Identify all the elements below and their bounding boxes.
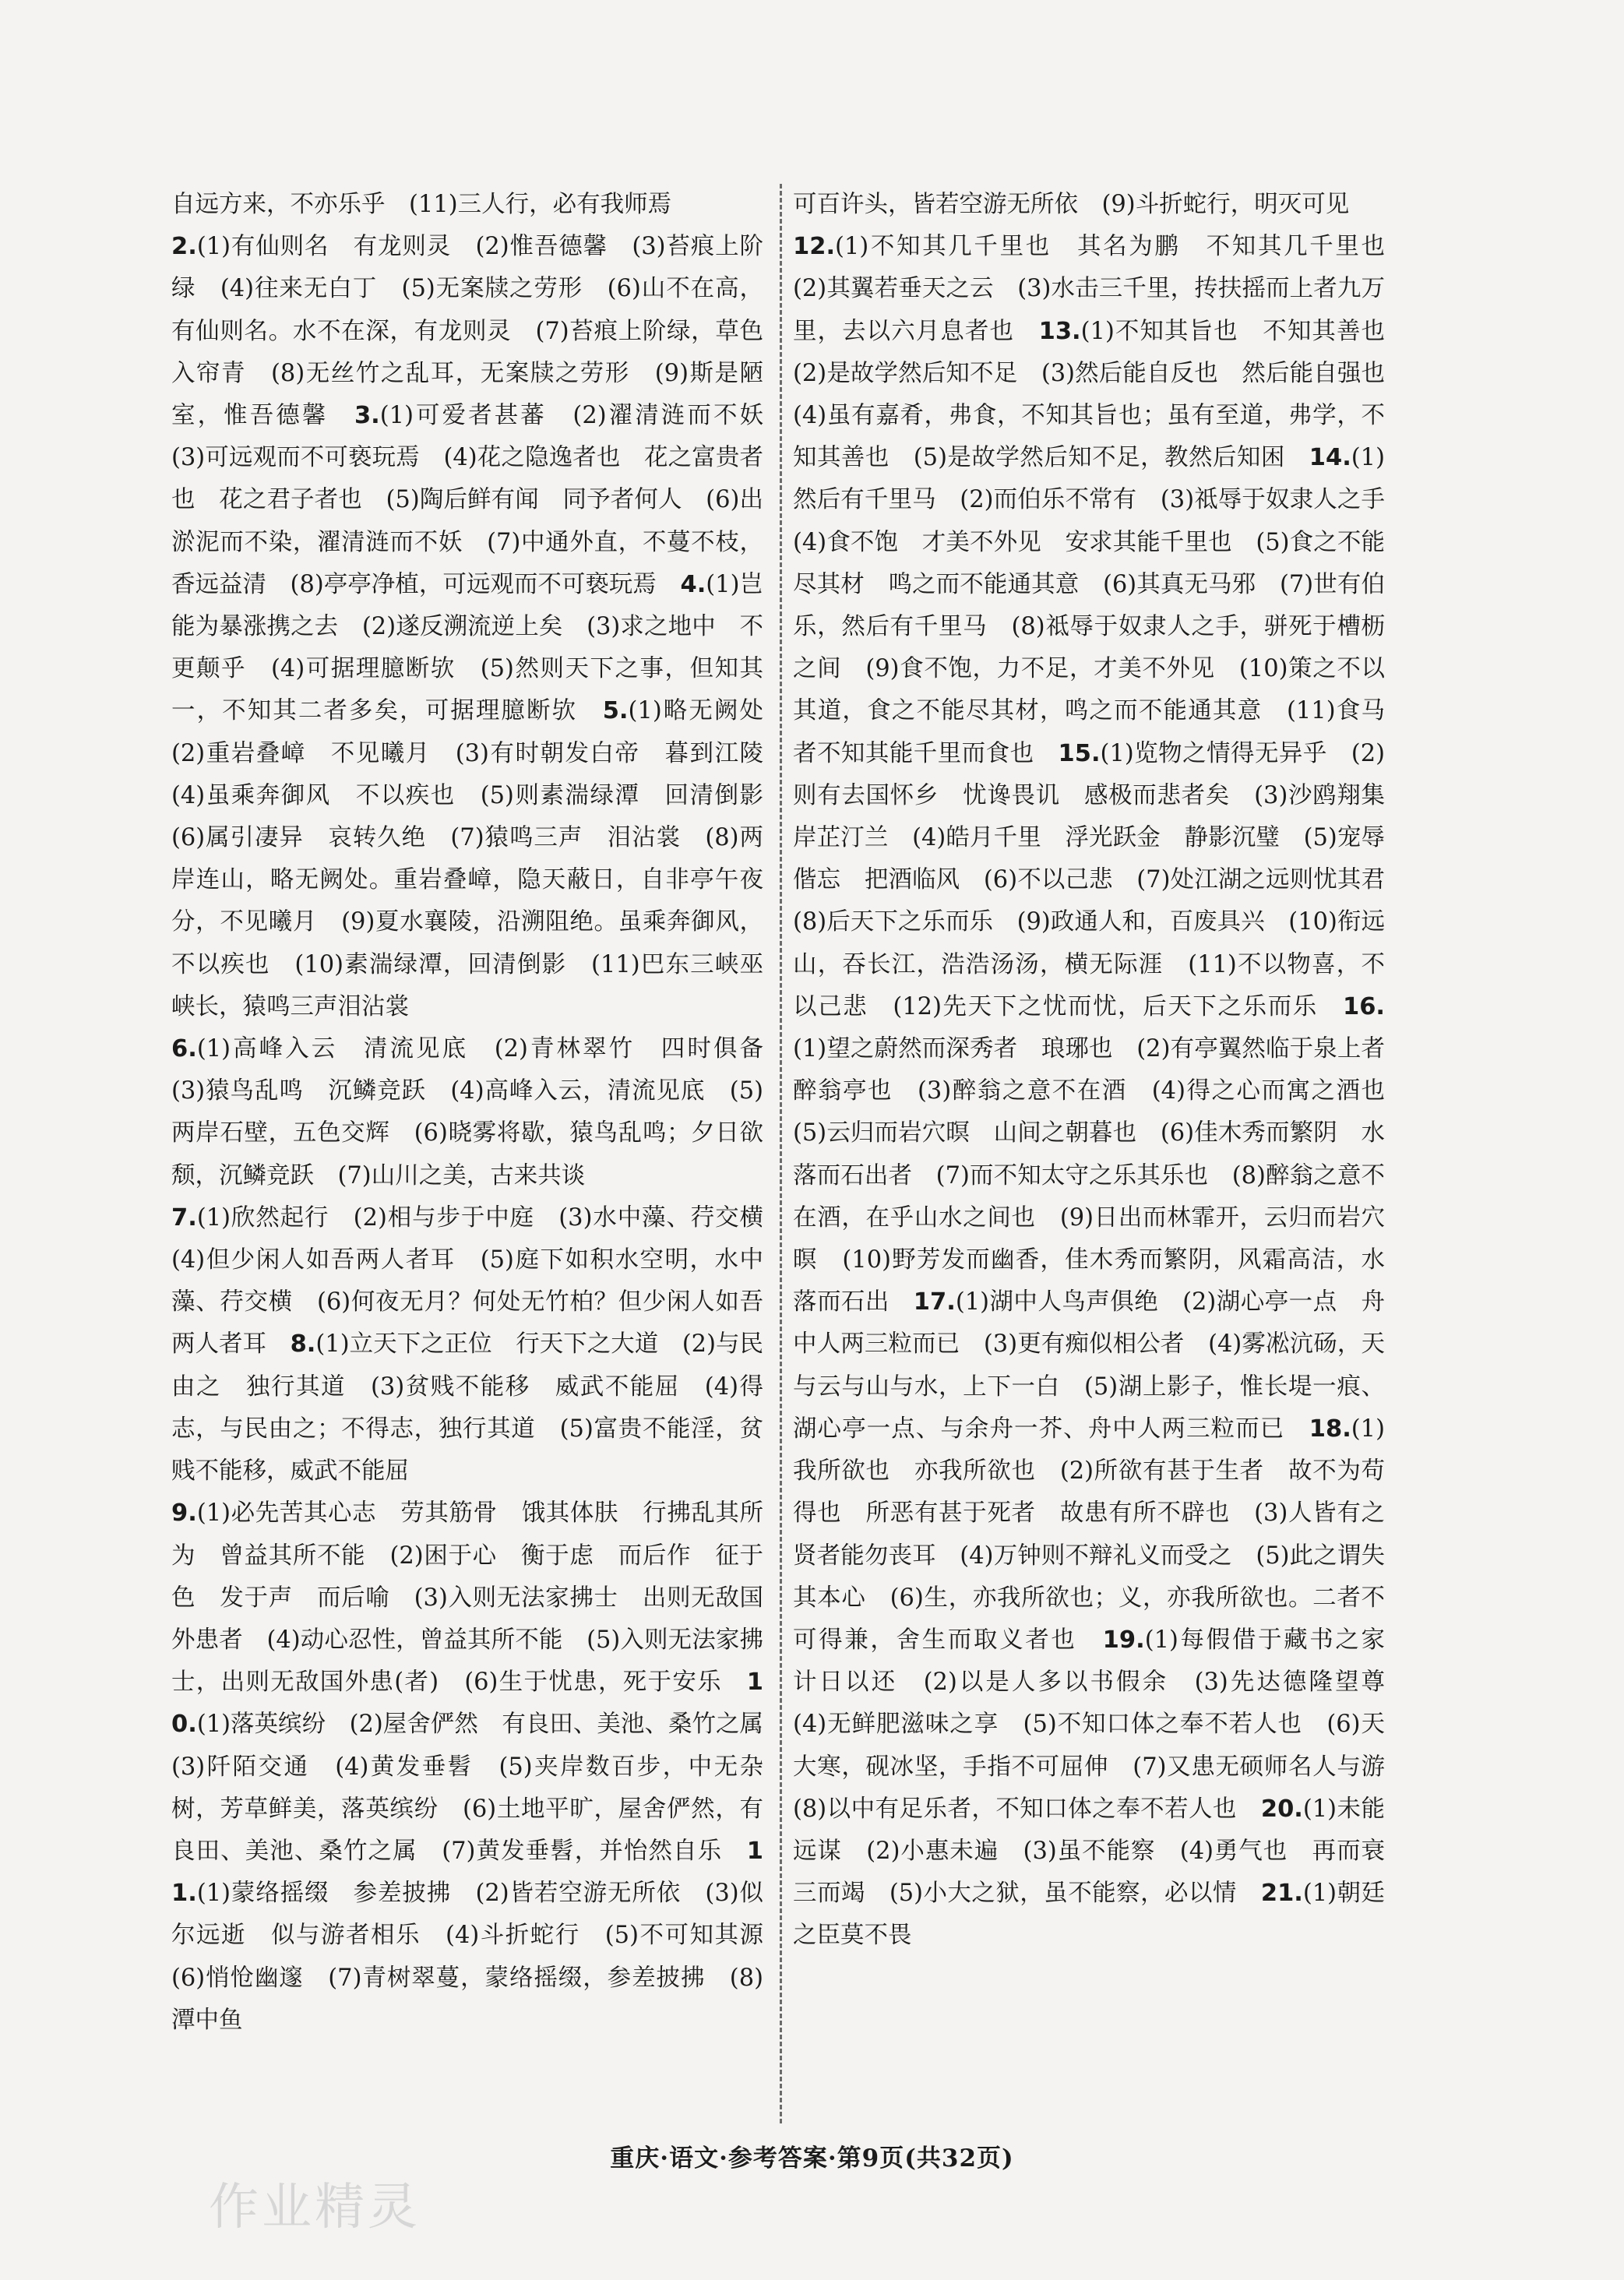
watermark-text: 作业精灵 [209,2179,421,2236]
right-column [793,184,1409,1958]
answer-item: 6.(1)高峰入云 清流见底 (2)青林翠竹 四时俱备 (3)猿鸟乱鸣 沉鳞竞跃 (4)高峰入云，清流见底 (5)两岸石壁，五色交辉 (6)晓雾将歇，猿鸟乱鸣；夕日欲颓，沉鳞竞跃 (7)山川之美，古来共谈 [171,1035,787,1189]
left-line-0: 自远方来，不亦乐乎 (11)三人行，必有我师焉 [171,191,672,218]
answer-item: 7.(1)欣然起行 (2)相与步于中庭 (3)水中藻、荇交横 (4)但少闲人如吾两人者耳 (5)庭下如积水空明，水中藻、荇交横 (6)何夜无月？何处无竹柏？但少闲人如吾两人者耳 8.(1)立天下之正位 行天下之大道 (2)与民由之 独行其道 (3)贫贱不能移 威武不能屈 (4)得志，与民由之；不得志，独行其道 (5)富贵不能淫，贫贱不能移，威武不能屈 [171,1203,787,1485]
left-column [171,184,787,2042]
answer-item: 12.(1)不知其几千里也 其名为鹏 不知其几千里也 (2)其翼若垂天之云 (3)水击三千里，抟扶摇而上者九万里，去以六月息者也 13.(1)不知其旨也 不知其善也 (2)是故学然后知不足 (3)然后能自反也 然后能自强也 (4)虽有嘉肴，弗食，不知其旨也；虽有至道，弗学，不知其善也 (5)是故学然后知不足，教然后知困 14.(1)然后有千里马 (2)而伯乐不常有 (3)祗辱于奴隶人之手 (4)食不饱 才美不外见 安求其能千里也 (5)食之不能尽其材 鸣之而不能通其意 (6)其真无马邪 (7)世有伯乐，然后有千里马 (8)祗辱于奴隶人之手，骈死于槽枥之间 (9)食不饱，力不足，才美不外见 (10)策之不以其道，食之不能尽其材，鸣之而不能通其意 (11)食马者不知其能千里而食也 15.(1)览物之情得无异乎 (2)则有去国怀乡 忧谗畏讥 感极而悲者矣 (3)沙鸥翔集 岸芷汀兰 (4)皓月千里 浮光跃金 静影沉璧 (5)宠辱偕忘 把酒临风 (6)不以己悲 (7)处江湖之远则忧其君 (8)后天下之乐而乐 (9)政通人和，百废具兴 (10)衔远山，吞长江，浩浩汤汤，横无际涯 (11)不以物喜，不以己悲 (12)先天下之忧而忧，后天下之乐而乐 16.(1)望之蔚然而深秀者 琅琊也 (2)有亭翼然临于泉上者 醉翁亭也 (3)醉翁之意不在酒 (4)得之心而寓之酒也 (5)云归而岩穴暝 山间之朝暮也 (6)佳木秀而繁阴 水落而石出者 (7)而不知太守之乐其乐也 (8)醉翁之意不在酒，在乎山水之间也 (9)日出而林霏开，云归而岩穴暝 (10)野芳发而幽香，佳木秀而繁阴，风霜高洁，水落而石出 17.(1)湖中人鸟声俱绝 (2)湖心亭一点 舟中人两三粒而已 (3)更有痴似相公者 (4)雾凇沆砀，天与云与山与水，上下一白 (5)湖上影子，惟长堤一痕、湖心亭一点、与余舟一芥、舟中人两三粒而已 18.(1)我所欲也 亦我所欲也 (2)所欲有甚于生者 故不为苟得也 所恶有甚于死者 故患有所不辟也 (3)人皆有之 贤者能勿丧耳 (4)万钟则不辩礼义而受之 (5)此之谓失其本心 (6)生，亦我所欲也；义，亦我所欲也。二者不可得兼，舍生而取义者也 19.(1)每假借于藏书之家 计日以还 (2)以是人多以书假余 (3)先达德隆望尊 (4)无鲜肥滋味之享 (5)不知口体之奉不若人也 (6)天大寒，砚冰坚，手指不可屈伸 (7)又患无硕师名人与游 (8)以中有足乐者，不知口体之奉不若人也 20.(1)未能远谋 (2)小惠未遍 (3)虽不能察 (4)勇气也 再而衰 三而竭 (5)小大之狱，虽不能察，必以情 21.(1)朝廷之臣莫不畏 [793,233,1409,1950]
right-line-0: 可百许头，皆若空游无所依 (9)斗折蛇行，明灭可见 [793,191,1350,218]
column-divider [780,184,782,2123]
page-footer: 重庆·语文·参考答案·第9页(共32页) [610,2144,1014,2173]
answer-item: 9.(1)必先苦其心志 劳其筋骨 饿其体肤 行拂乱其所为 曾益其所不能 (2)困于心 衡于虑 而后作 征于色 发于声 而后喻 (3)入则无法家拂士 出则无敌国外患者 (4)动心忍性，曾益其所不能 (5)入则无法家拂士，出则无敌国外患(者) (6)生于忧患，死于安乐 10.(1)落英缤纷 (2)屋舍俨然 有良田、美池、桑竹之属 (3)阡陌交通 (4)黄发垂髫 (5)夹岸数百步，中无杂树，芳草鲜美，落英缤纷 (6)土地平旷，屋舍俨然，有良田、美池、桑竹之属 (7)黄发垂髫，并怡然自乐 11.(1)蒙络摇缀 参差披拂 (2)皆若空游无所依 (3)似尔远逝 似与游者相乐 (4)斗折蛇行 (5)不可知其源 (6)悄怆幽邃 (7)青树翠蔓，蒙络摇缀，参差披拂 (8)潭中鱼 [171,1499,787,2034]
answer-item: 2.(1)有仙则名 有龙则灵 (2)惟吾德馨 (3)苔痕上阶绿 (4)往来无白丁 (5)无案牍之劳形 (6)山不在高，有仙则名。水不在深，有龙则灵 (7)苔痕上阶绿，草色入帘青 (8)无丝竹之乱耳，无案牍之劳形 (9)斯是陋室，惟吾德馨 3.(1)可爱者甚蕃 (2)濯清涟而不妖 (3)可远观而不可亵玩焉 (4)花之隐逸者也 花之富贵者也 花之君子者也 (5)陶后鲜有闻 同予者何人 (6)出淤泥而不染，濯清涟而不妖 (7)中通外直，不蔓不枝，香远益清 (8)亭亭净植，可远观而不可亵玩焉 4.(1)岂能为暴涨携之去 (2)遂反溯流逆上矣 (3)求之地中 不更颠乎 (4)可据理臆断欤 (5)然则天下之事，但知其一，不知其二者多矣，可据理臆断欤 5.(1)略无阙处 (2)重岩叠嶂 不见曦月 (3)有时朝发白帝 暮到江陵 (4)虽乘奔御风 不以疾也 (5)则素湍绿潭 回清倒影 (6)属引凄异 哀转久绝 (7)猿鸣三声 泪沾裳 (8)两岸连山，略无阙处。重岩叠嶂，隐天蔽日，自非亭午夜分，不见曦月 (9)夏水襄陵，沿溯阻绝。虽乘奔御风，不以疾也 (10)素湍绿潭，回清倒影 (11)巴东三峡巫峡长，猿鸣三声泪沾裳 [171,233,787,1020]
